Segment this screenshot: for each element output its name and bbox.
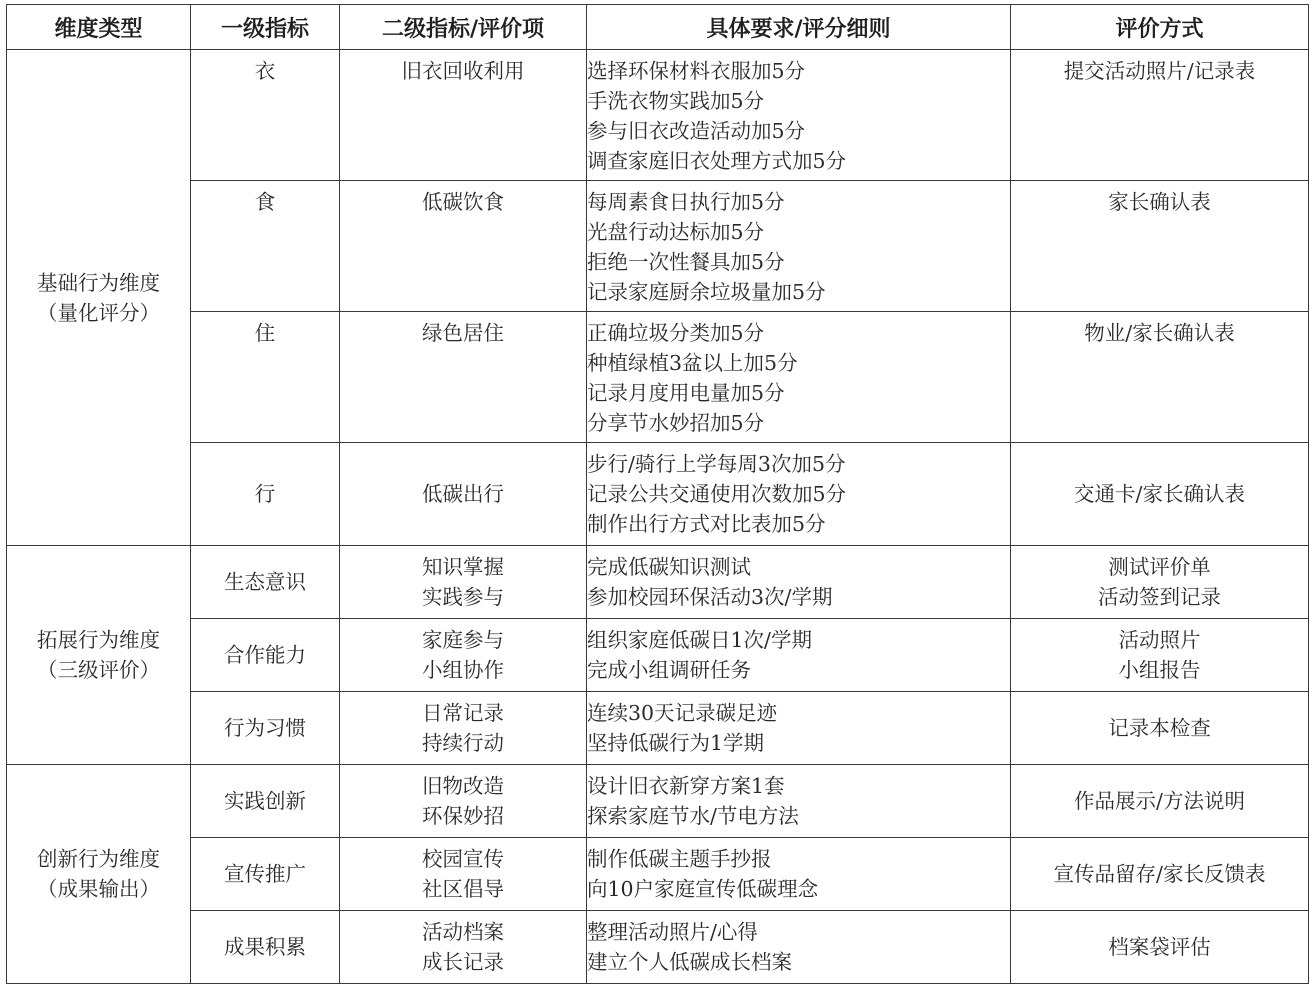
requirements-cell [587, 619, 1011, 692]
evaluation-method-cell [1011, 181, 1309, 312]
table-row [7, 312, 1309, 443]
requirements-cell-line: 记录家庭厨余垃圾量加5分 [587, 280, 826, 304]
evaluation-method-cell-line: 小组报告 [1118, 658, 1201, 682]
requirements-cell [587, 911, 1011, 984]
header-row [7, 5, 1309, 50]
level2-indicator-cell [340, 619, 587, 692]
level1-indicator-cell: 宣传推广 [191, 838, 340, 911]
level1-indicator-cell: 合作能力 [191, 619, 340, 692]
level2-indicator-cell [340, 546, 587, 619]
level1-indicator-cell: 生态意识 [191, 546, 340, 619]
level2-indicator-cell [340, 181, 587, 312]
level2-indicator-cell-line: 活动档案 [422, 920, 504, 944]
requirements-cell-line: 调查家庭旧衣处理方式加5分 [587, 149, 847, 173]
header-requirements: 具体要求/评分细则 [587, 5, 1011, 50]
requirements-cell-line: 探索家庭节水/节电方法 [587, 804, 799, 828]
requirements-cell-line: 记录月度用电量加5分 [587, 381, 785, 405]
table-row [7, 50, 1309, 181]
level2-indicator-cell-line: 旧衣回收利用 [401, 59, 525, 83]
evaluation-method-cell-line: 物业/家长确认表 [1084, 321, 1235, 345]
table-row [7, 911, 1309, 984]
table-row [7, 765, 1309, 838]
level2-indicator-cell-line: 校园宣传 [422, 847, 504, 871]
dimension-type-cell-line: 拓展行为维度 [37, 628, 160, 652]
evaluation-table [6, 4, 1309, 984]
evaluation-method-cell-line: 提交活动照片/记录表 [1063, 59, 1256, 83]
evaluation-method-cell-line: 活动签到记录 [1098, 585, 1221, 609]
requirements-cell [587, 50, 1011, 181]
dimension-type-cell [7, 765, 191, 984]
requirements-cell [587, 765, 1011, 838]
level2-indicator-cell-line: 绿色居住 [422, 321, 504, 345]
level2-indicator-cell [340, 443, 587, 546]
level1-indicator-cell: 实践创新 [191, 765, 340, 838]
evaluation-method-cell-line: 交通卡/家长确认表 [1074, 482, 1245, 506]
requirements-cell-line: 建立个人低碳成长档案 [587, 950, 792, 974]
table-row [7, 443, 1309, 546]
level2-indicator-cell [340, 312, 587, 443]
level1-indicator-cell: 行为习惯 [191, 692, 340, 765]
requirements-cell-line: 正确垃圾分类加5分 [587, 321, 765, 345]
dimension-type-cell-line: 基础行为维度 [37, 270, 160, 295]
evaluation-method-cell-line: 记录本检查 [1108, 716, 1211, 740]
level1-indicator-cell: 成果积累 [191, 911, 340, 984]
requirements-cell [587, 181, 1011, 312]
level2-indicator-cell [340, 838, 587, 911]
requirements-cell [587, 838, 1011, 911]
level2-indicator-cell-line: 低碳饮食 [422, 190, 504, 214]
requirements-cell-line: 坚持低碳行为1学期 [587, 731, 765, 755]
level2-indicator-cell-line: 社区倡导 [422, 877, 504, 901]
evaluation-method-cell-line: 宣传品留存/家长反馈表 [1053, 862, 1266, 886]
evaluation-method-cell [1011, 692, 1309, 765]
requirements-cell [587, 546, 1011, 619]
requirements-cell-line: 完成低碳知识测试 [587, 555, 751, 579]
level1-indicator-cell: 衣 [191, 50, 340, 181]
requirements-cell-line: 设计旧衣新穿方案1套 [587, 774, 785, 798]
evaluation-method-cell [1011, 765, 1309, 838]
evaluation-method-cell [1011, 50, 1309, 181]
evaluation-method-cell [1011, 911, 1309, 984]
level2-indicator-cell-line: 知识掌握 [422, 555, 504, 579]
requirements-cell-line: 整理活动照片/心得 [587, 920, 758, 944]
evaluation-method-cell [1011, 312, 1309, 443]
level2-indicator-cell-line: 家庭参与 [422, 628, 504, 652]
requirements-cell-line: 步行/骑行上学每周3次加5分 [587, 452, 846, 476]
level2-indicator-cell [340, 692, 587, 765]
requirements-cell-line: 参与旧衣改造活动加5分 [587, 119, 806, 143]
requirements-cell-line: 记录公共交通使用次数加5分 [587, 482, 847, 506]
requirements-cell [587, 692, 1011, 765]
table-row [7, 692, 1309, 765]
requirements-cell-line: 制作低碳主题手抄报 [587, 847, 772, 871]
level1-indicator-cell: 食 [191, 181, 340, 312]
requirements-cell-line: 手洗衣物实践加5分 [587, 89, 765, 113]
level2-indicator-cell-line: 日常记录 [422, 701, 504, 725]
requirements-cell-line: 选择环保材料衣服加5分 [587, 59, 806, 83]
evaluation-method-cell-line: 家长确认表 [1108, 190, 1211, 214]
requirements-cell-line: 向10户家庭宣传低碳理念 [587, 877, 819, 901]
level2-indicator-cell-line: 小组协作 [422, 658, 504, 682]
requirements-cell [587, 443, 1011, 546]
evaluation-method-cell-line: 活动照片 [1118, 628, 1201, 652]
level1-indicator-cell: 住 [191, 312, 340, 443]
evaluation-method-cell-line: 测试评价单 [1108, 555, 1211, 579]
dimension-type-cell-line: （成果输出） [37, 877, 160, 901]
level2-indicator-cell-line: 环保妙招 [422, 804, 504, 828]
requirements-cell [587, 312, 1011, 443]
table-row [7, 181, 1309, 312]
dimension-type-cell [7, 50, 191, 546]
level2-indicator-cell-line: 旧物改造 [422, 774, 504, 798]
header-level1-indicator: 一级指标 [191, 5, 340, 50]
table-row [7, 546, 1309, 619]
requirements-cell-line: 种植绿植3盆以上加5分 [587, 351, 798, 375]
evaluation-method-cell [1011, 619, 1309, 692]
requirements-cell-line: 光盘行动达标加5分 [587, 220, 765, 244]
dimension-type-cell-line: （量化评分） [37, 300, 160, 325]
header-dimension-type: 维度类型 [7, 5, 191, 50]
evaluation-method-cell-line: 档案袋评估 [1108, 935, 1211, 959]
table-row [7, 619, 1309, 692]
header-evaluation-method: 评价方式 [1011, 5, 1309, 50]
dimension-type-cell-line: 创新行为维度 [37, 847, 160, 871]
header-level2-indicator: 二级指标/评价项 [340, 5, 587, 50]
level2-indicator-cell [340, 765, 587, 838]
level2-indicator-cell-line: 成长记录 [422, 950, 504, 974]
dimension-type-cell [7, 546, 191, 765]
table-row [7, 838, 1309, 911]
dimension-type-cell-line: （三级评价） [37, 658, 160, 682]
requirements-cell-line: 完成小组调研任务 [587, 658, 751, 682]
evaluation-method-cell [1011, 546, 1309, 619]
requirements-cell-line: 每周素食日执行加5分 [587, 190, 785, 214]
table-body [7, 50, 1309, 984]
requirements-cell-line: 分享节水妙招加5分 [587, 411, 765, 435]
level2-indicator-cell-line: 实践参与 [422, 585, 504, 609]
evaluation-method-cell-line: 作品展示/方法说明 [1074, 789, 1245, 813]
level1-indicator-cell: 行 [191, 443, 340, 546]
level2-indicator-cell [340, 911, 587, 984]
level2-indicator-cell [340, 50, 587, 181]
requirements-cell-line: 参加校园环保活动3次/学期 [587, 585, 833, 609]
level2-indicator-cell-line: 持续行动 [422, 731, 504, 755]
requirements-cell-line: 组织家庭低碳日1次/学期 [587, 628, 812, 652]
requirements-cell-line: 制作出行方式对比表加5分 [587, 512, 826, 536]
requirements-cell-line: 拒绝一次性餐具加5分 [587, 250, 785, 274]
evaluation-method-cell [1011, 838, 1309, 911]
level2-indicator-cell-line: 低碳出行 [422, 482, 504, 506]
evaluation-method-cell [1011, 443, 1309, 546]
requirements-cell-line: 连续30天记录碳足迹 [587, 701, 778, 725]
